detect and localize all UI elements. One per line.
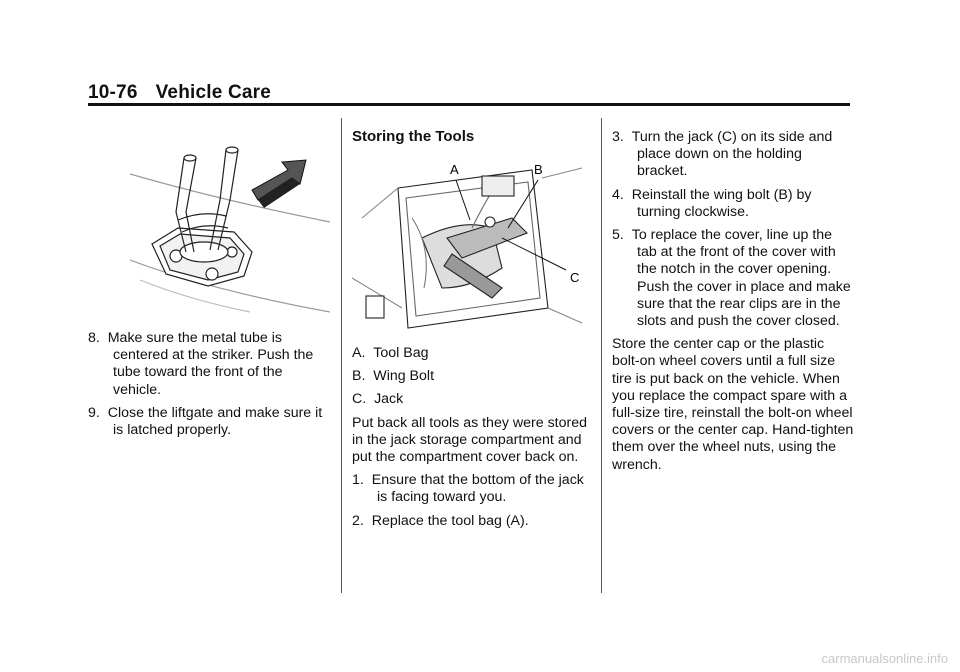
- step-4: [612, 187, 854, 221]
- step-number: 9.: [88, 404, 100, 421]
- striker-illustration: [130, 140, 330, 320]
- step-text: Ensure that the bottom of the jack is facing toward you.: [371, 472, 584, 506]
- step-number: 2.: [352, 512, 364, 529]
- step-1: [352, 472, 592, 506]
- callout-a: A: [450, 162, 459, 177]
- step-number: 1.: [352, 472, 364, 489]
- section-heading: [352, 128, 592, 151]
- header-rule: [88, 103, 850, 106]
- legend-text: Wing Bolt: [373, 368, 435, 385]
- legend-key: C.: [352, 391, 367, 408]
- step-number: 8.: [88, 330, 100, 346]
- callout-c: C: [570, 270, 580, 285]
- column-left: [88, 330, 333, 445]
- step-3: [612, 129, 854, 181]
- page-number: 10-76: [88, 82, 138, 103]
- storing-tools-title: Storing the Tools: [352, 128, 475, 145]
- legend-c: [352, 391, 592, 408]
- column-middle: [352, 345, 592, 536]
- step-9: [88, 405, 333, 439]
- step-5: [612, 227, 854, 330]
- legend-text: Tool Bag: [373, 345, 429, 361]
- step-text: Replace the tool bag (A).: [371, 512, 529, 529]
- step-text: Reinstall the wing bolt (B) by turning clockwise.: [631, 186, 812, 220]
- step-number: 4.: [612, 186, 624, 203]
- step-8: [88, 330, 333, 399]
- column-right: [612, 129, 854, 480]
- step-text: To replace the cover, line up the tab at the front of the cover with the notch in the cover opening. Push the cover in place and make sure that the rear clips are in the slots and push the cover closed.: [631, 227, 851, 330]
- column-divider-2: [601, 118, 602, 593]
- watermark: carmanualsonline.info: [821, 651, 948, 666]
- legend-a: [352, 345, 592, 362]
- step-number: 5.: [612, 227, 624, 244]
- step-text: Close the liftgate and make sure it is latched properly.: [107, 404, 323, 439]
- step-text: Make sure the metal tube is centered at the striker. Push the tube toward the front of the vehicle.: [107, 330, 314, 398]
- legend-key: A.: [352, 345, 366, 361]
- legend-text: Jack: [374, 391, 404, 408]
- column-divider-1: [341, 118, 342, 593]
- callout-b: B: [534, 162, 543, 177]
- page-header: [88, 82, 271, 104]
- step-number: 3.: [612, 129, 624, 145]
- step-text: Turn the jack (C) on its side and place down on the holding bracket.: [631, 129, 833, 180]
- storage-paragraph: Put back all tools as they were stored in the jack storage compartment and put the compartment cover back on.: [352, 414, 588, 466]
- jack-storage-illustration: [352, 158, 587, 333]
- step-2: [352, 513, 592, 530]
- legend-b: [352, 368, 592, 385]
- wheel-cover-paragraph: Store the center cap or the plastic bolt-on wheel covers until a full size tire is put back on the vehicle. When you replace the compact spare with a full-size tire, reinstall the bolt-on wheel covers or the center cap. Hand-tighten them over the wheel nuts, using the wrench.: [612, 336, 854, 473]
- legend-key: B.: [352, 368, 366, 385]
- section-title: Vehicle Care: [155, 82, 272, 103]
